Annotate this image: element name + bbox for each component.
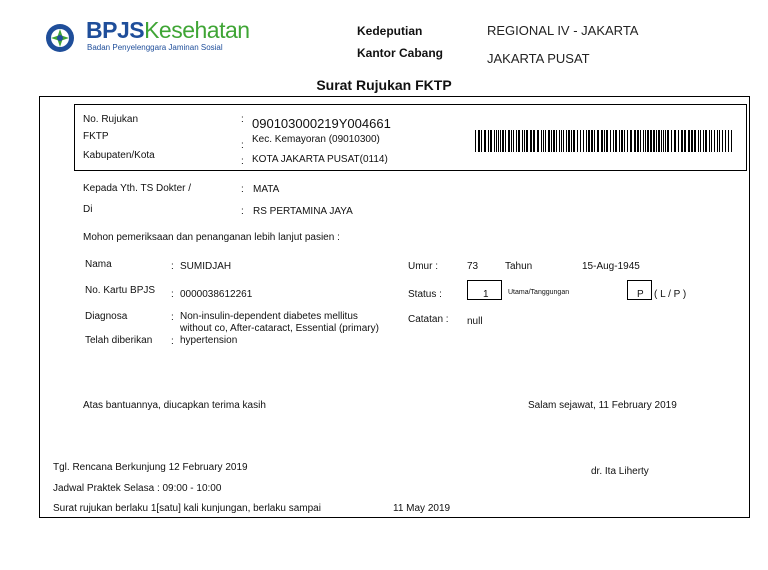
gender-value: P	[637, 289, 644, 300]
doctor-name: dr. Ita Liherty	[591, 466, 649, 477]
kartu-label: No. Kartu BPJS	[85, 285, 156, 296]
diagnosa-line-1: Non-insulin-dependent diabetes mellitus	[180, 311, 358, 322]
status-value: 1	[483, 289, 489, 300]
fktp-label: FKTP	[83, 131, 109, 142]
utama-label: Utama/Tanggungan	[508, 289, 570, 296]
gender-options: ( L / P )	[654, 289, 687, 300]
umur-value: 73	[467, 261, 479, 272]
tahun-label: Tahun	[505, 261, 533, 272]
salam-date: Salam sejawat, 11 February 2019	[528, 400, 677, 411]
berlaku-text: Surat rujukan berlaku 1[satu] kali kunjungan, berlaku sampai	[53, 503, 321, 514]
fktp-value: Kec. Kemayoran (09010300)	[252, 134, 380, 145]
colon: :	[171, 336, 174, 347]
tgl-rencana: Tgl. Rencana Berkunjung 12 February 2019	[53, 462, 248, 473]
colon: :	[241, 156, 244, 167]
kedeputian-value: REGIONAL IV - JAKARTA	[487, 23, 639, 38]
berlaku-date: 11 May 2019	[393, 503, 451, 514]
brand-subtitle: Badan Penyelenggara Jaminan Sosial	[87, 43, 223, 52]
colon: :	[171, 312, 174, 323]
status-label: Status :	[408, 289, 442, 300]
intro-text: Mohon pemeriksaan dan penanganan lebih lanjut pasien :	[83, 232, 340, 243]
kantor-cabang-label: Kantor Cabang	[357, 46, 444, 60]
catatan-value: null	[467, 316, 483, 327]
jadwal-praktek: Jadwal Praktek Selasa : 09:00 - 10:00	[53, 483, 222, 494]
colon: :	[171, 289, 174, 300]
barcode	[475, 130, 732, 152]
colon: :	[241, 140, 244, 151]
catatan-label: Catatan :	[408, 314, 449, 325]
no-rujukan-value: 090103000219Y004661	[252, 116, 391, 131]
nama-label: Nama	[85, 259, 112, 270]
diberikan-label: Telah diberikan	[85, 335, 153, 346]
kepada-label: Kepada Yth. TS Dokter /	[83, 183, 192, 194]
diagnosa-line-2: without co, After-cataract, Essential (primary)	[180, 323, 379, 334]
thanks-text: Atas bantuannya, diucapkan terima kasih	[83, 400, 266, 411]
kantor-cabang-value: JAKARTA PUSAT	[487, 51, 590, 66]
di-label: Di	[83, 204, 93, 215]
kepada-value: MATA	[253, 184, 280, 195]
kartu-value: 0000038612261	[180, 289, 253, 300]
colon: :	[241, 114, 244, 125]
diagnosa-label: Diagnosa	[85, 311, 128, 322]
bpjs-logo-icon	[44, 22, 76, 54]
di-value: RS PERTAMINA JAYA	[253, 206, 353, 217]
page-title: Surat Rujukan FKTP	[316, 77, 452, 93]
date-of-birth: 15-Aug-1945	[582, 261, 640, 272]
colon: :	[171, 261, 174, 272]
kedeputian-label: Kedeputian	[357, 24, 423, 38]
nama-value: SUMIDJAH	[180, 261, 232, 272]
no-rujukan-label: No. Rujukan	[83, 114, 139, 125]
colon: :	[241, 184, 244, 195]
kabupaten-label: Kabupaten/Kota	[83, 150, 155, 161]
kabupaten-value: KOTA JAKARTA PUSAT(0114)	[252, 154, 388, 165]
brand-name: BPJSKesehatan	[86, 17, 250, 43]
colon: :	[241, 206, 244, 217]
umur-label: Umur :	[408, 261, 438, 272]
diagnosa-line-3: hypertension	[180, 335, 238, 346]
